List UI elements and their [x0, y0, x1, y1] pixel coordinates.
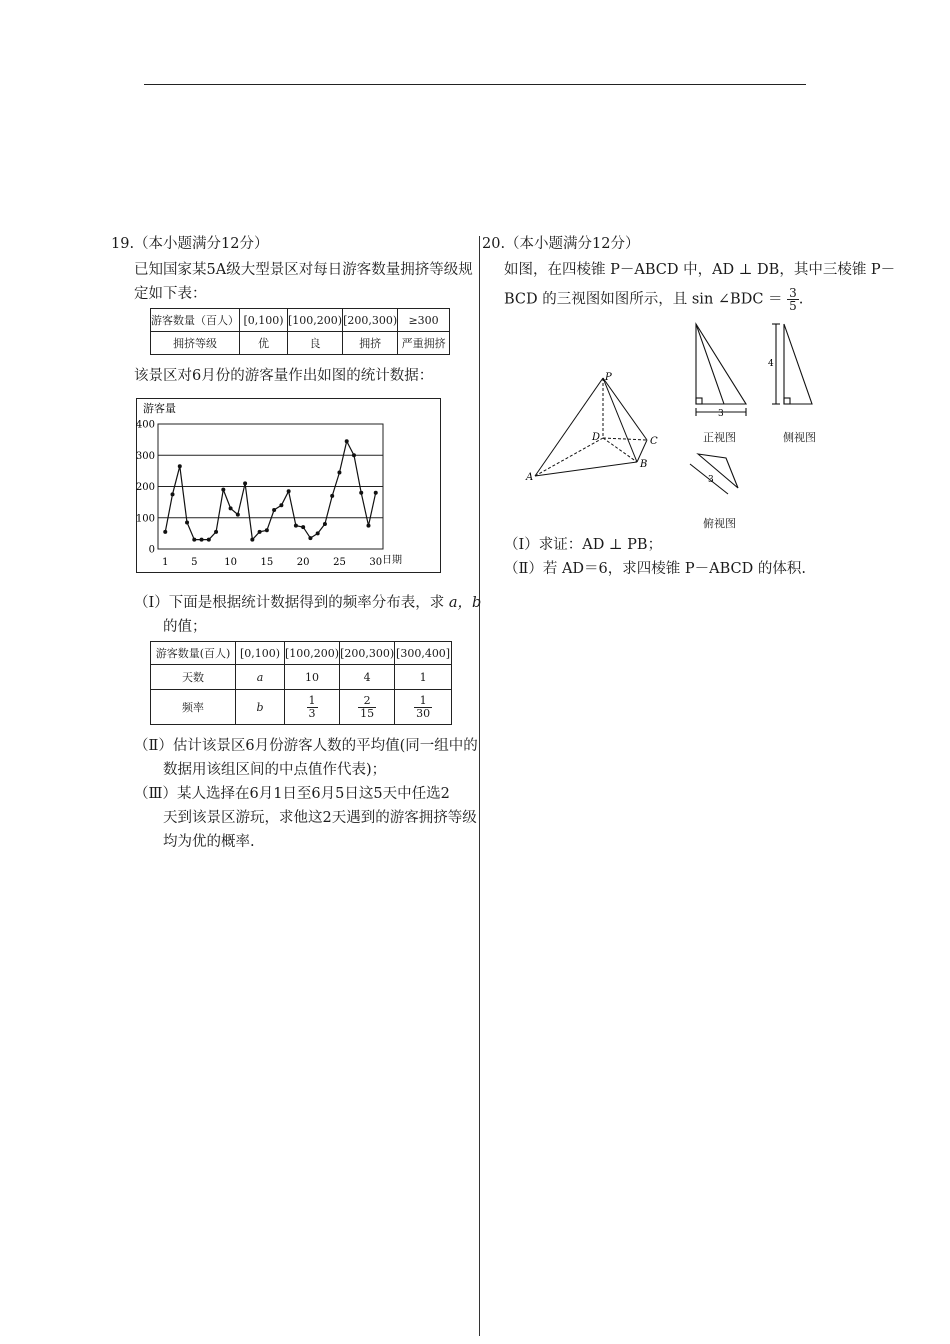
- data-point: [207, 538, 211, 542]
- x-tick-label: 20: [296, 557, 310, 568]
- table-cell: 游客数量（百人）: [151, 309, 240, 332]
- y-tick-label: 200: [136, 482, 155, 493]
- q19-part3-line1: （Ⅲ）某人选择在6月1日至6月5日这5天中任选2: [134, 786, 450, 802]
- q20-header: 20.（本小题满分12分）: [482, 236, 640, 252]
- q20-part1: （Ⅰ）求证：AD ⊥ PB；: [504, 537, 663, 553]
- q19-part1-vars: a，b: [448, 595, 482, 611]
- crowding-level-table: [150, 308, 450, 355]
- x-tick-label: 1: [162, 557, 169, 568]
- label-p: P: [605, 372, 612, 383]
- x-tick-label: 5: [191, 557, 198, 568]
- frequency-table: [150, 641, 452, 725]
- x-axis-label: 日期: [382, 555, 402, 566]
- column-divider: [479, 236, 480, 1336]
- table-cell: [100,200): [288, 309, 343, 332]
- data-point: [185, 520, 189, 524]
- data-point: [192, 538, 196, 542]
- edge-pc: [603, 378, 647, 440]
- q19-part3-line3: 均为优的概率.: [163, 834, 255, 850]
- x-tick-label: 15: [260, 557, 274, 568]
- data-point: [178, 464, 182, 468]
- table-cell: 良: [288, 332, 343, 355]
- edge-dc: [603, 438, 647, 440]
- table-cell: b: [236, 690, 285, 725]
- front-view-figure: [688, 320, 748, 430]
- side-dim-label: 4: [768, 359, 774, 369]
- data-point: [294, 524, 298, 528]
- data-point: [250, 538, 254, 542]
- data-point: [374, 491, 378, 495]
- top-dim-label: 3: [708, 475, 714, 485]
- table-cell: 频率: [151, 690, 236, 725]
- data-point: [272, 508, 276, 512]
- data-point: [214, 530, 218, 534]
- side-view-caption: 侧视图: [783, 431, 816, 444]
- table-row: [151, 665, 452, 690]
- data-point: [345, 439, 349, 443]
- data-point: [330, 494, 334, 498]
- data-point: [287, 489, 291, 493]
- table-cell: 1: [395, 665, 452, 690]
- label-c: C: [650, 436, 658, 447]
- edge-ad: [535, 438, 603, 476]
- y-tick-label: 300: [136, 450, 155, 462]
- table-cell: 游客数量(百人): [151, 642, 236, 665]
- data-point: [366, 524, 370, 528]
- visitor-line-chart: [136, 398, 441, 573]
- data-point: [316, 531, 320, 535]
- front-dim-label: 3: [718, 409, 724, 419]
- y-tick-label: 100: [136, 513, 155, 525]
- q19-part3-line2: 天到该景区游玩，求他这2天遇到的游客拥挤等级: [163, 810, 477, 826]
- q19-intro-line1: 已知国家某5A级大型景区对每日游客数量拥挤等级规: [134, 262, 473, 278]
- data-point: [323, 522, 327, 526]
- header-rule: [144, 84, 806, 85]
- label-a: A: [526, 472, 534, 483]
- data-point: [279, 503, 283, 507]
- pyramid-figure: [525, 370, 660, 485]
- q20-line1: 如图，在四棱锥 P－ABCD 中，AD ⊥ DB，其中三棱锥 P－: [504, 262, 896, 278]
- table-row: [151, 332, 450, 355]
- data-point: [258, 530, 262, 534]
- table-cell: [200,300): [340, 642, 395, 665]
- edge-ab: [535, 462, 637, 476]
- side-view-figure: [766, 320, 816, 412]
- table-cell: [395, 690, 452, 725]
- q19-intro-line2: 定如下表：: [134, 286, 207, 302]
- sin-fraction: $\frac{3}{5}$: [789, 286, 797, 313]
- q19-chart-intro: 该景区对6月份的游客量作出如图的统计数据：: [134, 368, 434, 384]
- table-row: [151, 642, 452, 665]
- y-tick-label: 0: [148, 544, 155, 556]
- fraction: $\frac{1}{30}$: [416, 693, 431, 720]
- table-cell: 10: [285, 665, 340, 690]
- table-cell: [100,200): [285, 642, 340, 665]
- table-row: [151, 690, 452, 725]
- table-row: [151, 309, 450, 332]
- data-point: [243, 481, 247, 485]
- data-point: [171, 492, 175, 496]
- table-cell: 优: [240, 332, 288, 355]
- q20-line2: BCD 的三视图如图所示，且 sin ∠BDC ＝ $\frac{3}{5}$ .: [504, 286, 804, 313]
- data-point: [221, 488, 225, 492]
- y-tick-label: 400: [136, 419, 155, 431]
- q20-part2: （Ⅱ）若 AD＝6，求四棱锥 P－ABCD 的体积.: [504, 561, 806, 577]
- table-cell: ≥300: [398, 309, 450, 332]
- q19-part2-line2: 数据用该组区间的中点值作代表)；: [163, 762, 387, 778]
- q19-part1-line1: [134, 591, 481, 615]
- front-view-caption: 正视图: [703, 431, 736, 444]
- q19-part1-text: （Ⅰ）下面是根据统计数据得到的频率分布表，求: [134, 595, 445, 611]
- label-d: D: [592, 432, 601, 443]
- table-cell: a: [236, 665, 285, 690]
- x-tick-label: 30: [369, 557, 383, 568]
- table-cell: [0,100): [240, 309, 288, 332]
- table-cell: 天数: [151, 665, 236, 690]
- data-point: [200, 538, 204, 542]
- top-view-figure: [686, 450, 746, 500]
- series-line: [165, 441, 375, 539]
- data-point: [163, 530, 167, 534]
- table-cell: [300,400]: [395, 642, 452, 665]
- q19-part2-line1: （Ⅱ）估计该景区6月份游客人数的平均值(同一组中的: [134, 738, 478, 754]
- fraction: $\frac{1}{3}$: [308, 693, 316, 720]
- fraction: $\frac{2}{15}$: [360, 693, 375, 720]
- table-cell: [340, 690, 395, 725]
- table-cell: [0,100): [236, 642, 285, 665]
- y-axis-label: 游客量: [143, 402, 176, 415]
- label-b: B: [640, 459, 648, 470]
- table-cell: 4: [340, 665, 395, 690]
- data-point: [308, 536, 312, 540]
- q20-line2-text: BCD 的三视图如图所示，且 sin ∠BDC ＝: [504, 291, 783, 308]
- data-point: [229, 506, 233, 510]
- x-tick-label: 10: [224, 557, 237, 568]
- data-point: [359, 491, 363, 495]
- x-tick-label: 25: [333, 557, 346, 568]
- data-point: [265, 528, 269, 532]
- table-cell: [200,300): [343, 309, 398, 332]
- data-point: [301, 525, 305, 529]
- data-point: [352, 453, 356, 457]
- q19-header: 19.（本小题满分12分）: [111, 236, 269, 252]
- table-cell: 严重拥挤: [398, 332, 450, 355]
- table-cell: [285, 690, 340, 725]
- table-cell: 拥挤: [343, 332, 398, 355]
- edge-pa: [535, 378, 603, 476]
- data-point: [236, 513, 240, 517]
- table-cell: 拥挤等级: [151, 332, 240, 355]
- top-view-caption: 俯视图: [703, 517, 736, 530]
- q19-part1-line2: 的值；: [163, 619, 207, 635]
- data-point: [337, 470, 341, 474]
